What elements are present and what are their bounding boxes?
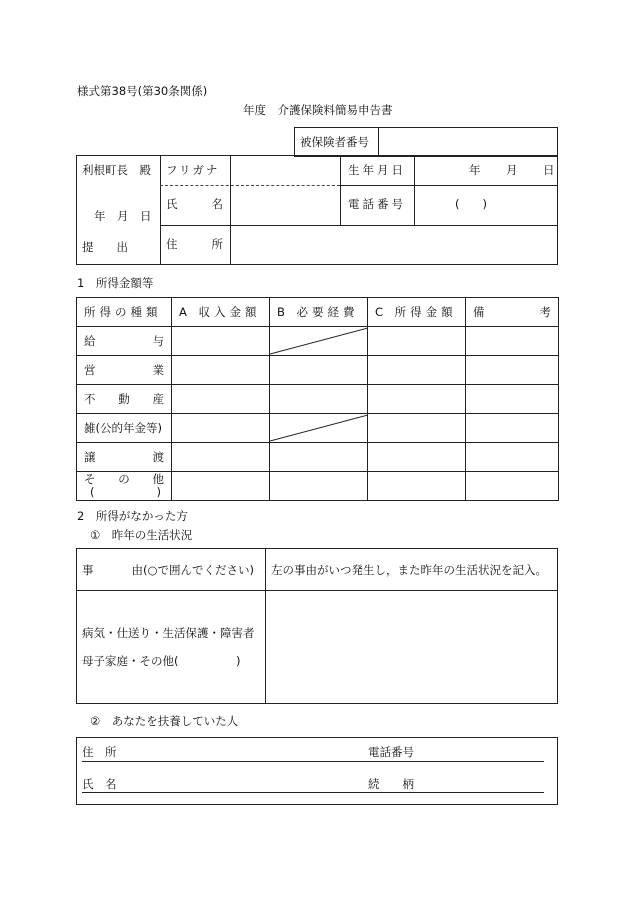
cell-a[interactable] — [172, 356, 270, 385]
header-income-type: 所得の種類 — [77, 298, 172, 327]
dob-label: 生年月日 — [348, 163, 406, 177]
cell-a[interactable] — [172, 327, 270, 356]
table-row — [77, 443, 559, 472]
dob-year-unit: 年 — [469, 163, 481, 177]
reason-options-1: 病気・仕送り・生活保護・障害者 — [82, 626, 255, 640]
insured-number-label: 被保険者番号 — [300, 135, 369, 149]
document-title — [243, 105, 393, 117]
reason-options-2: 母子家庭・その他( ) — [82, 654, 241, 668]
supporter-phone-label: 電話番号 — [368, 745, 414, 759]
section-1-heading: 1 所得金額等 — [77, 276, 154, 290]
furigana-label: フリガナ — [166, 163, 220, 177]
reason-header-left: 事 由(○で囲んでください) — [82, 563, 255, 577]
supporter-name-label: 氏 名 — [82, 777, 117, 791]
cell-c[interactable] — [368, 443, 466, 472]
subsection-2-heading: ② あなたを扶養していた人 — [90, 714, 239, 728]
form-number: 様式第38号(第30条関係) — [77, 84, 208, 98]
phone-label: 電話番号 — [348, 197, 406, 211]
reason-header-right: 左の事由がいつ発生し，また昨年の生活状況を記入。 — [271, 563, 547, 577]
supporter-relation-label: 続 柄 — [368, 777, 414, 791]
cell-remarks[interactable] — [466, 385, 559, 414]
cell-remarks[interactable] — [466, 443, 559, 472]
cell-remarks[interactable] — [466, 356, 559, 385]
cell-a[interactable] — [172, 472, 270, 501]
table-row — [77, 472, 559, 501]
header-expenses: B 必要経費 — [270, 298, 368, 327]
cell-c[interactable] — [368, 385, 466, 414]
cell-b[interactable] — [270, 443, 368, 472]
cell-c[interactable] — [368, 414, 466, 443]
cell-a[interactable] — [172, 443, 270, 472]
table-row — [77, 356, 559, 385]
header-remarks: 備 考 — [466, 298, 559, 327]
cell-c[interactable] — [368, 327, 466, 356]
row-label-salary: 給 与 — [77, 327, 172, 356]
title-year: 年度 — [243, 103, 266, 117]
header-revenue: A 収入金額 — [172, 298, 270, 327]
name-field[interactable] — [232, 187, 339, 224]
phone-paren: ( ) — [455, 197, 487, 211]
cell-b-struck — [270, 414, 368, 443]
recipient: 利根町長 殿 — [82, 163, 151, 177]
cell-remarks[interactable] — [466, 327, 559, 356]
cell-remarks[interactable] — [466, 472, 559, 501]
insured-number-field[interactable] — [380, 128, 556, 156]
cell-b[interactable] — [270, 385, 368, 414]
address-label: 住 所 — [166, 237, 223, 251]
cell-a[interactable] — [172, 385, 270, 414]
row-label-business: 営 業 — [77, 356, 172, 385]
row-label-misc-pension: 雑(公的年金等) — [77, 414, 172, 443]
cell-c[interactable] — [368, 472, 466, 501]
supporter-name-field[interactable] — [130, 775, 360, 792]
cell-remarks[interactable] — [466, 414, 559, 443]
cell-c[interactable] — [368, 356, 466, 385]
table-row — [77, 414, 559, 443]
row-label-transfer: 譲 渡 — [77, 443, 172, 472]
cell-b-struck — [270, 327, 368, 356]
name-label: 氏 名 — [166, 197, 223, 211]
section-2-heading: 2 所得がなかった方 — [77, 509, 188, 523]
table-row — [77, 327, 559, 356]
submitter-label: 提 出 — [82, 240, 128, 254]
header-income: C 所得金額 — [368, 298, 466, 327]
subsection-1-heading: ① 昨年の生活状況 — [90, 528, 193, 542]
date-line: 年 月 日 — [94, 209, 152, 223]
cell-a[interactable] — [172, 414, 270, 443]
title-text: 介護保険料簡易申告書 — [277, 103, 393, 117]
supporter-address-label: 住 所 — [82, 745, 117, 759]
supporter-relation-field[interactable] — [425, 775, 543, 792]
income-table — [76, 297, 559, 501]
row-label-other: そ の 他 ( ) — [77, 472, 172, 501]
dob-month-unit: 月 — [506, 163, 518, 177]
furigana-field[interactable] — [232, 156, 339, 184]
supporter-phone-field[interactable] — [425, 744, 543, 761]
living-situation-field[interactable] — [267, 592, 556, 702]
cell-b[interactable] — [270, 356, 368, 385]
row-label-real-estate: 不 動 産 — [77, 385, 172, 414]
dob-day-unit: 日 — [543, 163, 555, 177]
supporter-address-field[interactable] — [130, 744, 360, 761]
income-header-row — [77, 298, 559, 327]
address-field[interactable] — [232, 227, 556, 264]
cell-b[interactable] — [270, 472, 368, 501]
table-row — [77, 385, 559, 414]
